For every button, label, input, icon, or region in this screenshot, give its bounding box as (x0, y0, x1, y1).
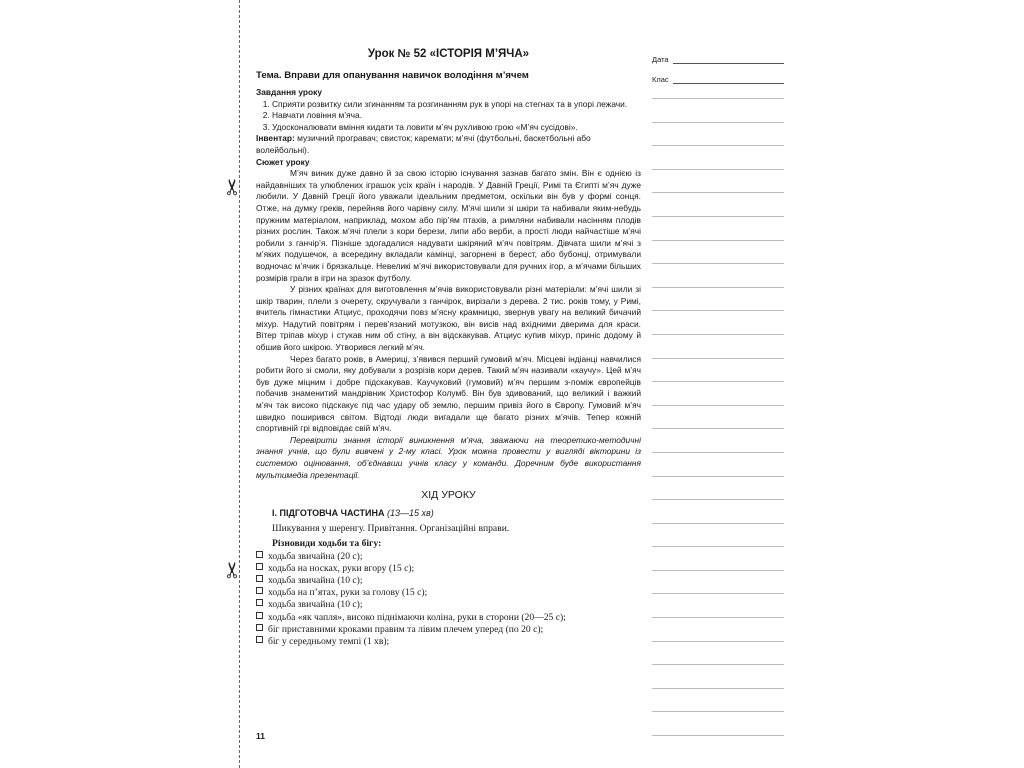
exercise-text: ходьба звичайна (10 с); (268, 599, 363, 611)
date-field (652, 52, 784, 64)
exercise-list (256, 551, 641, 649)
checkbox-bullet-icon (256, 575, 263, 582)
note-line (652, 240, 784, 241)
note-line (652, 546, 784, 547)
note-line (652, 735, 784, 736)
note-line (652, 192, 784, 193)
task-item: 2. Навчати ловіння м’яча. (272, 110, 641, 122)
checkbox-bullet-icon (256, 563, 263, 570)
note-line (652, 381, 784, 382)
list-item (256, 624, 641, 636)
list-item (256, 575, 641, 587)
cut-line (239, 0, 240, 768)
note-line (652, 452, 784, 453)
part1-title-text: І. ПІДГОТОВЧА ЧАСТИНА (272, 508, 385, 519)
note-line (652, 334, 784, 335)
exercise-text: біг у середньому темпі (1 хв); (268, 636, 390, 648)
list-item (256, 599, 641, 611)
part1-time: (13—15 хв) (386, 508, 434, 519)
story-paragraph: Через багато років, в Америці, з’явився перший гумовий м’яч. Місцеві індіанці навчилися робити його зі смоли, яку добували з розрізів кори дерев. Такий м’яч називали «каучу». Цей м’яч був дуже міцним і добре підскакував. Каучуковий (гумовий) м’яч першим з-поміж європейців побачив знаменитий мандрівник Христофор Колумб. Він був здивований, що великий і важкий м’яч так високо підскакує під час удару об землю, першим привіз його в Європу. Гумовий м’яч швидко поширився світом. Відтоді люди вигадали ще багато різних м’ячів. Тепер кожній спортивній грі відповідає свій м’яч. (256, 353, 641, 434)
lesson-topic: Тема. Вправи для опанування навичок володіння м’ячем (256, 70, 529, 81)
checkbox-bullet-icon (256, 551, 263, 558)
inventory-text: музичний програвач; свисток; каремати; м’ячі (футбольні, баскетбольні або волейбольні). (256, 133, 591, 155)
class-line (673, 75, 784, 84)
lesson-page (256, 48, 641, 648)
list-item (256, 636, 641, 648)
note-line (652, 664, 784, 665)
story-paragraph: У різних країнах для виготовлення м’ячів використовували різні матеріали: м’ячі шили зі шкір тварин, плели з очерету, скручували з ганчірок, вирізали з дерева. 2 тис. років тому, у Римі, вчитель гімнастики Атциус, проходячи повз м’ясну крамницю, звернув увагу на великий бичачий міхур. Надутий повітрям і перев’язаний мотузкою, він висів над вхідними дверима для краси. Вітер тріпав міхур і стукав ним об стіну, а він відскакував. Атциус купив міхур, приніс додому й обшив його шкірою. Утворився легкий м’яч. (256, 284, 641, 353)
list-item (256, 551, 641, 563)
note-line (652, 499, 784, 500)
scissors-icon: ✂ (221, 560, 247, 580)
date-line (673, 55, 784, 64)
tasks-heading: Завдання уроку (256, 87, 322, 97)
task-item: 3. Удосконалювати вміння кидати та ловити м’яч рухливою грою «М’яч сусідові». (272, 122, 641, 134)
inventory-label: Інвентар: (256, 133, 295, 144)
note-line (652, 216, 784, 217)
note-line (652, 98, 784, 99)
note-line (652, 570, 784, 571)
checkbox-bullet-icon (256, 599, 263, 606)
note-line (652, 169, 784, 170)
class-label: Клас (652, 75, 669, 84)
note-line (652, 523, 784, 524)
note-line (652, 617, 784, 618)
list-item (256, 563, 641, 575)
note-line (652, 122, 784, 123)
note-line (652, 310, 784, 311)
checkbox-bullet-icon (256, 587, 263, 594)
page-number: 11 (256, 731, 265, 741)
notes-lines (652, 98, 784, 759)
note-line (652, 358, 784, 359)
inventory (256, 133, 641, 156)
part1-title (272, 508, 641, 518)
task-item: 1. Сприяти розвитку сили згинанням та розгинанням рук в упорі на стегнах та в упорі лежачи. (272, 99, 641, 111)
note-line (652, 593, 784, 594)
exercise-text: ходьба звичайна (20 с); (268, 550, 363, 562)
lesson-title: Урок № 52 «ІСТОРІЯ М’ЯЧА» (367, 48, 530, 60)
class-field (652, 72, 784, 84)
walking-heading: Різновиди ходьби та бігу: (272, 538, 382, 550)
note-line (652, 641, 784, 642)
story-heading: Сюжет уроку (256, 156, 310, 167)
scissors-icon: ✂ (221, 177, 247, 197)
exercise-text: ходьба звичайна (10 с); (268, 575, 363, 586)
date-label: Дата (652, 55, 669, 64)
list-item (256, 612, 641, 624)
teacher-note: Перевірити знання історії виникнення м’яча, зважаючи на теоретико-методичні знання учнів, що були вивчені у 2-му класі. Урок можна провести у вигляді вікторини із системою оцінювання, об’єднавши учнів класу у команди. Доречним буде використання мультимедіа презентації. (256, 434, 641, 480)
checkbox-bullet-icon (256, 636, 263, 643)
checkbox-bullet-icon (256, 612, 263, 619)
part1-intro: Шикування у шеренгу. Привітання. Організаційні вправи. (272, 523, 510, 535)
exercise-text: ходьба на носках, руки вгору (15 с); (268, 562, 415, 574)
checkbox-bullet-icon (256, 624, 263, 631)
lesson-progress-heading: ХІД УРОКУ (421, 489, 476, 502)
exercise-text: ходьба «як чапля», високо піднімаючи коліна, руки в сторони (20—25 с); (268, 611, 566, 623)
note-line (652, 263, 784, 264)
tasks-list (256, 99, 641, 134)
note-line (652, 476, 784, 477)
list-item (256, 587, 641, 599)
note-line (652, 145, 784, 146)
note-line (652, 711, 784, 712)
note-line (652, 428, 784, 429)
notes-header (652, 52, 784, 92)
note-line (652, 287, 784, 288)
story-paragraph: М’яч виник дуже давно й за свою історію існування зазнав багато змін. Він є однією із найдавніших та улюблених іграшок усіх країн і народів. У Давній Греції, Римі та Єгипті м’яч дуже любили. У Давній Греції його уважали ідеальним предметом, оскільки він був у формі сонця. Отже, на думку греків, перейняв його чарівну силу. М’ячі шили зі шкіри та набивали яким-небудь пружним матеріалом, наприклад, мохом або пір’ям птахів, а римляни набивали насінням плодів різних рослин. Також м’ячі плели з кори берези, липи або верби, а прості люди найчастіше м’ячі робили з ганчір’я. Пізніше здогадалися надувати шкіряний м’яч повітрям. Дівчата шили м’ячі з м’яких подушечок, а всередину вкладали камінці, загорнені в берест, або бубонці, отримували водночас м’ячик і брязкальце. Невеликі м’ячі використовували для ручних ігор, а м’ячами більших розмірів грали в ігри на зразок футболу. (256, 168, 641, 283)
note-line (652, 405, 784, 406)
note-line (652, 688, 784, 689)
exercise-text: ходьба на п’ятах, руки за голову (15 с); (268, 587, 428, 599)
exercise-text: біг приставними кроками правим та лівим плечем уперед (по 20 с); (268, 623, 544, 635)
